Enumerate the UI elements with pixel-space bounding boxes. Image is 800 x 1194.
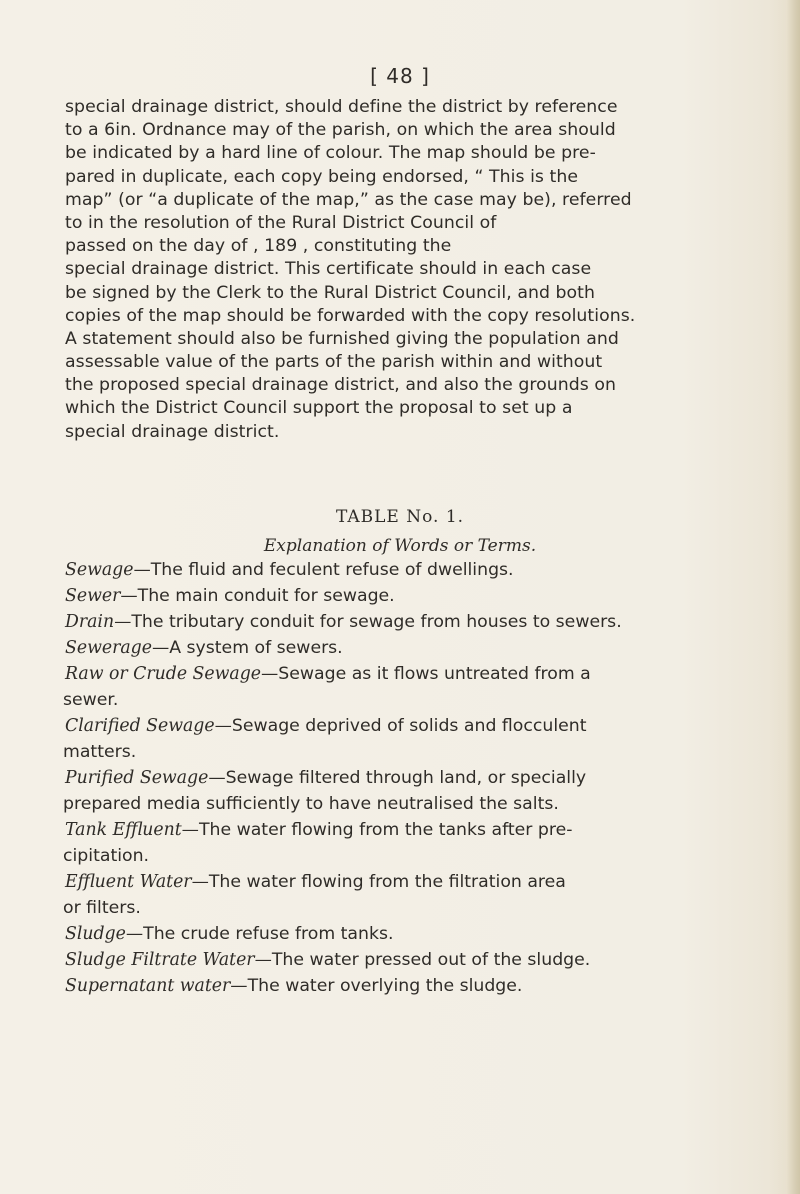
definition-item (65, 609, 755, 635)
definition-line (65, 635, 755, 661)
definition-item (65, 921, 755, 947)
definition-line (65, 817, 755, 843)
definition-term: Drain (65, 612, 115, 632)
definition-continuation (63, 791, 755, 817)
definition-continuation (63, 739, 755, 765)
definition-term: Tank Effluent (65, 820, 182, 840)
definition-text: —The water pressed out of the sludge. (254, 950, 591, 970)
definition-term: Sewerage (65, 638, 152, 658)
intro-line: special drainage district, should define the district by reference (65, 97, 618, 117)
definition-term: Sludge (65, 924, 126, 944)
definition-text: —Sewage deprived of solids and flocculent (214, 716, 587, 736)
definition-continuation (63, 687, 755, 713)
definition-term: Effluent Water (65, 872, 192, 892)
definition-line (65, 921, 755, 947)
definition-text: prepared media sufficiently to have neutralised the salts. (63, 794, 559, 814)
definition-item (65, 973, 755, 999)
definition-text: —The water overlying the sludge. (230, 976, 523, 996)
definition-item (65, 713, 755, 765)
definition-item (65, 661, 755, 713)
definition-text: cipitation. (63, 846, 150, 866)
intro-line: copies of the map should be forwarded with the copy resolutions. (65, 305, 636, 326)
definition-term: Sludge Filtrate Water (65, 950, 255, 970)
definition-line (65, 973, 755, 999)
definition-line (65, 609, 755, 635)
definition-term: Sewer (65, 586, 121, 606)
definition-text: —The water flowing from the filtration area (191, 872, 566, 892)
intro-line: to in the resolution of the Rural District Council of (65, 212, 497, 233)
intro-line: pared in duplicate, each copy being endorsed, “ This is the (65, 166, 579, 187)
intro-line: A statement should also be furnished giving the population and (65, 328, 619, 349)
definition-line (65, 947, 755, 973)
definition-text: matters. (63, 742, 137, 762)
definition-term: Raw or Crude Sewage (65, 664, 262, 684)
intro-line: special drainage district. This certificate should in each case (65, 259, 592, 280)
definition-text: sewer. (63, 690, 119, 710)
intro-line: map” (or “a duplicate of the map,” as the case may be), referred (65, 189, 632, 210)
intro-line: the proposed special drainage district, and also the grounds on (65, 375, 617, 396)
page-edge (786, 0, 800, 1194)
definition-text: —Sewage filtered through land, or specially (208, 768, 587, 788)
definition-text: —The main conduit for sewage. (120, 586, 395, 606)
definition-text: —The tributary conduit for sewage from houses to sewers. (114, 612, 622, 632)
definition-item (65, 765, 755, 817)
definition-text: —The fluid and feculent refuse of dwellings. (133, 560, 514, 580)
definition-text: —A system of sewers. (151, 638, 343, 658)
definition-item (65, 635, 755, 661)
definition-item (65, 817, 755, 869)
table-subtitle: Explanation of Words or Terms. (263, 536, 537, 556)
intro-line: special drainage district. (65, 421, 280, 442)
definition-item (65, 557, 755, 583)
intro-line: to a 6in. Ordnance may of the parish, on which the area should (65, 120, 616, 141)
intro-line: passed on the day of , 189 , constituting the (65, 236, 452, 257)
intro-line: which the District Council support the proposal to set up a (65, 398, 573, 419)
definition-term: Clarified Sewage (65, 716, 215, 736)
definition-term: Purified Sewage (65, 768, 209, 788)
definition-continuation (63, 895, 755, 921)
intro-paragraph (65, 96, 755, 444)
page-number: [ 48 ] (370, 64, 430, 88)
definition-text: —Sewage as it flows untreated from a (261, 664, 591, 684)
intro-line: assessable value of the parts of the parish within and without (65, 352, 603, 373)
definition-term: Supernatant water (65, 976, 231, 996)
definition-line (65, 661, 755, 687)
definition-text: —The water flowing from the tanks after pre- (181, 820, 573, 840)
definition-item (65, 869, 755, 921)
intro-line: be indicated by a hard line of colour. The map should be pre- (65, 143, 596, 164)
definitions-list (65, 557, 755, 999)
definition-item (65, 947, 755, 973)
definition-line (65, 765, 755, 791)
table-title: TABLE No. 1. (335, 507, 465, 527)
definition-line (65, 713, 755, 739)
intro-line: be signed by the Clerk to the Rural District Council, and both (65, 282, 596, 303)
definition-item (65, 583, 755, 609)
definition-text: or filters. (63, 898, 141, 918)
definition-line (65, 869, 755, 895)
definition-term: Sewage (65, 560, 134, 580)
definition-line (65, 583, 755, 609)
definition-continuation (63, 843, 755, 869)
definition-line (65, 557, 755, 583)
definition-text: —The crude refuse from tanks. (125, 924, 394, 944)
